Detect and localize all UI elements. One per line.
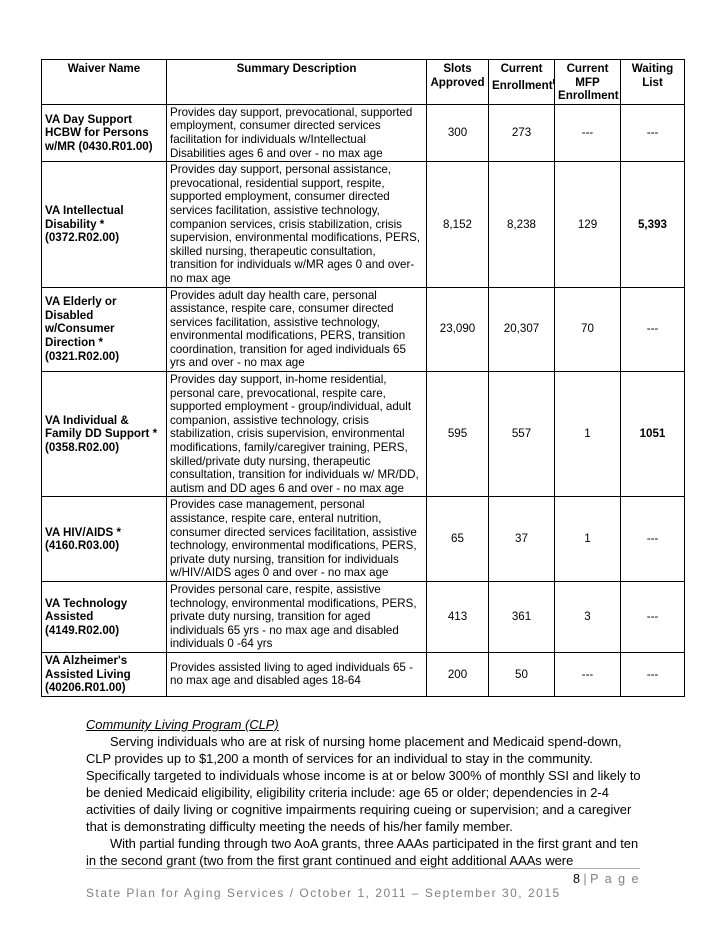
page-number bbox=[560, 872, 640, 886]
waiting-list: --- bbox=[621, 497, 685, 582]
page-label: P a g e bbox=[590, 872, 640, 886]
clp-section bbox=[86, 716, 646, 869]
page-number-value: 8 bbox=[572, 872, 580, 886]
header-slots: Slots Approved bbox=[427, 60, 489, 105]
table-row bbox=[42, 581, 685, 652]
summary-description: Provides assisted living to aged individuals 65 - no max age and disabled ages 18-64 bbox=[167, 652, 427, 696]
current-enrollment: 50 bbox=[489, 652, 555, 696]
slots-approved: 8,152 bbox=[427, 162, 489, 287]
summary-description: Provides personal care, respite, assistive technology, environmental modifications, PERS, private duty nursing, transition for aged individuals 65 yrs - no max age and disabled individuals 0 -64 yrs bbox=[167, 581, 427, 652]
table-row bbox=[42, 287, 685, 372]
current-enrollment: 557 bbox=[489, 372, 555, 497]
table-row bbox=[42, 104, 685, 161]
table-header-row bbox=[42, 60, 685, 105]
slots-approved: 413 bbox=[427, 581, 489, 652]
current-enrollment: 37 bbox=[489, 497, 555, 582]
summary-description: Provides case management, personal assistance, respite care, enteral nutrition, consumer directed services facilitation, assistive technology, environmental modifications, PERS, private duty nursing, transition for individuals w/HIV/AIDS ages 0 and over - no max age bbox=[167, 497, 427, 582]
waiver-name: VA Elderly or Disabled w/Consumer Direction * (0321.R02.00) bbox=[42, 287, 167, 372]
footer-divider bbox=[86, 868, 640, 869]
table-row bbox=[42, 652, 685, 696]
slots-approved: 65 bbox=[427, 497, 489, 582]
clp-heading: Community Living Program (CLP) bbox=[86, 717, 279, 732]
clp-paragraph-2: With partial funding through two AoA grants, three AAAs participated in the first grant and ten in the second grant (two from the first grant continued and eight additional AAAs were bbox=[86, 836, 639, 868]
waiting-list: --- bbox=[621, 652, 685, 696]
slots-approved: 23,090 bbox=[427, 287, 489, 372]
current-enrollment: 20,307 bbox=[489, 287, 555, 372]
mfp-enrollment: 3 bbox=[555, 581, 621, 652]
mfp-enrollment: --- bbox=[555, 652, 621, 696]
waiting-list: --- bbox=[621, 104, 685, 161]
header-current-enrollment bbox=[489, 60, 555, 105]
waiting-list: --- bbox=[621, 581, 685, 652]
summary-description: Provides day support, personal assistance, prevocational, residential support, respite, supported employment, consumer directed services facilitation, assistive technology, companion services, crisis stabilization, crisis supervision, environmental modifications, PERS, skilled nursing, therapeutic consultation, transition for individuals w/MR ages 0 and over- no max age bbox=[167, 162, 427, 287]
page-number-separator: | bbox=[579, 872, 591, 886]
summary-description: Provides day support, prevocational, supported employment, consumer directed services facilitation for individuals w/Intellectual Disabilities ages 6 and over - no max age bbox=[167, 104, 427, 161]
mfp-enrollment: --- bbox=[555, 104, 621, 161]
slots-approved: 595 bbox=[427, 372, 489, 497]
current-enrollment: 273 bbox=[489, 104, 555, 161]
waiver-name: VA Technology Assisted (4149.R02.00) bbox=[42, 581, 167, 652]
slots-approved: 200 bbox=[427, 652, 489, 696]
slots-approved: 300 bbox=[427, 104, 489, 161]
header-waiver-name: Waiver Name bbox=[42, 60, 167, 105]
header-current-label: Current Enrollment bbox=[492, 62, 553, 92]
waiver-name: VA Day Support HCBW for Persons w/MR (0430.R01.00) bbox=[42, 104, 167, 161]
clp-paragraph-1: Serving individuals who are at risk of nursing home placement and Medicaid spend-down, CLP provides up to $1,200 a month of services for an individual to stay in the community. Specifically targeted to individuals whose income is at or below 300% of monthly SSI and likely to be denied Medicaid eligibility, eligibility criteria include: age 65 or older; dependencies in 2-4 activities of daily living or cognitive impairments requiring cueing or supervision; and a caregiver that is demonstrating difficulty meeting the needs of his/her family member. bbox=[86, 734, 641, 834]
summary-description: Provides day support, in-home residential, personal care, prevocational, respite care, supported employment - group/individual, adult companion, assistive technology, crisis stabilization, crisis supervision, environmental modifications, family/caregiver training, PERS, skilled/private duty nursing, therapeutic consultation, transition for individuals w/ MR/DD, autism and DD ages 6 and over - no max age bbox=[167, 372, 427, 497]
current-enrollment: 361 bbox=[489, 581, 555, 652]
footer-text: State Plan for Aging Services / October 1, 2011 – September 30, 2015 bbox=[86, 886, 561, 900]
mfp-enrollment: 1 bbox=[555, 372, 621, 497]
waiver-name: VA HIV/AIDS * (4160.R03.00) bbox=[42, 497, 167, 582]
table-row bbox=[42, 372, 685, 497]
header-waiting: Waiting List bbox=[621, 60, 685, 105]
waiting-list: 5,393 bbox=[621, 162, 685, 287]
header-current-footnote: I bbox=[552, 78, 555, 86]
table-row bbox=[42, 497, 685, 582]
header-mfp: Current MFP Enrollment bbox=[555, 60, 621, 105]
mfp-enrollment: 1 bbox=[555, 497, 621, 582]
table-row bbox=[42, 162, 685, 287]
waiver-table bbox=[41, 59, 685, 697]
waiting-list: 1051 bbox=[621, 372, 685, 497]
waiver-name: VA Intellectual Disability * (0372.R02.00) bbox=[42, 162, 167, 287]
waiting-list: --- bbox=[621, 287, 685, 372]
current-enrollment: 8,238 bbox=[489, 162, 555, 287]
summary-description: Provides adult day health care, personal assistance, respite care, consumer directed services facilitation, assistive technology, environmental modifications, PERS, transition coordination, transition for aged individuals 65 yrs and over - no max age bbox=[167, 287, 427, 372]
header-summary: Summary Description bbox=[167, 60, 427, 105]
waiver-name: VA Alzheimer's Assisted Living (40206.R01.00) bbox=[42, 652, 167, 696]
mfp-enrollment: 70 bbox=[555, 287, 621, 372]
mfp-enrollment: 129 bbox=[555, 162, 621, 287]
waiver-name: VA Individual & Family DD Support * (0358.R02.00) bbox=[42, 372, 167, 497]
